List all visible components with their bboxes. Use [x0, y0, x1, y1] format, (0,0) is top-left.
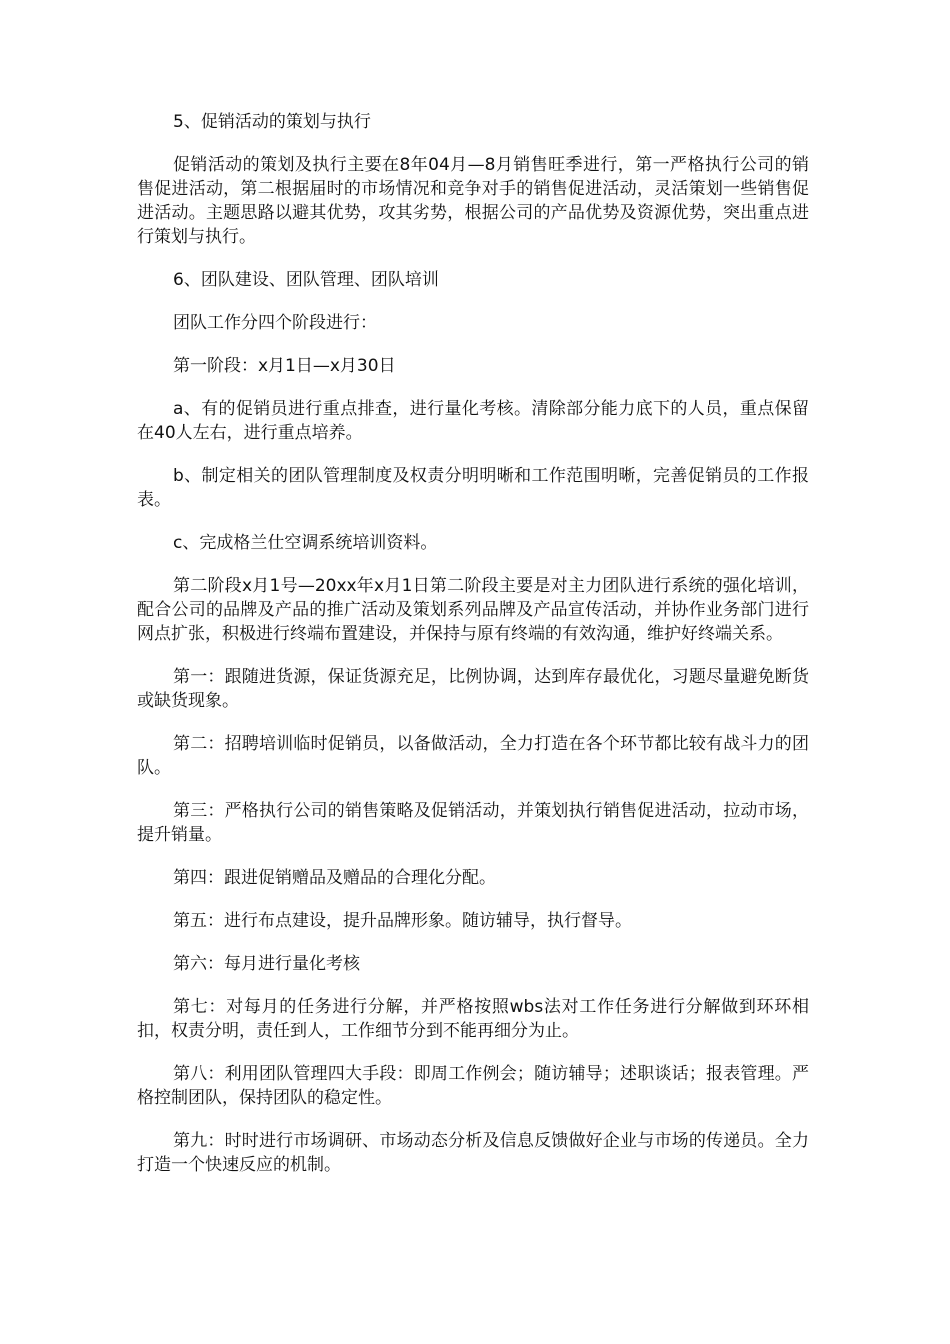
- section-heading-promotion: 5、促销活动的策划与执行: [173, 112, 371, 132]
- list-item-seventh: 第七：对每月的任务进行分解，并严格按照wbs法对工作任务进行分解做到环环相扣，权责分明，责任到人，工作细节分到不能再细分为止。: [137, 997, 809, 1041]
- list-item-eighth: 第八：利用团队管理四大手段：即周工作例会；随访辅导；述职谈话；报表管理。严格控制团队，保持团队的稳定性。: [137, 1064, 809, 1108]
- paragraph-team-stages-intro: 团队工作分四个阶段进行：: [173, 313, 377, 333]
- stage-one-item-b: b、制定相关的团队管理制度及权责分明明晰和工作范围明晰，完善促销员的工作报表。: [137, 466, 809, 510]
- list-item-fourth: 第四：跟进促销赠品及赠品的合理化分配。: [173, 868, 496, 888]
- section-heading-team: 6、团队建设、团队管理、团队培训: [173, 270, 439, 290]
- list-item-fifth: 第五：进行布点建设，提升品牌形象。随访辅导，执行督导。: [173, 911, 632, 931]
- stage-one-item-a: a、有的促销员进行重点排查，进行量化考核。清除部分能力底下的人员，重点保留在40人左右，进行重点培养。: [137, 399, 809, 443]
- stage-one-heading: 第一阶段：x月1日—x月30日: [173, 356, 396, 376]
- list-item-first: 第一：跟随进货源，保证货源充足，比例协调，达到库存最优化，习题尽量避免断货或缺货现象。: [137, 667, 809, 711]
- document-page: [137, 110, 809, 1196]
- list-item-second: 第二：招聘培训临时促销员，以备做活动，全力打造在各个环节都比较有战斗力的团队。: [137, 734, 809, 778]
- paragraph-promotion-planning: 促销活动的策划及执行主要在8年04月—8月销售旺季进行，第一严格执行公司的销售促进活动，第二根据届时的市场情况和竞争对手的销售促进活动，灵活策划一些销售促进活动。主题思路以避其优势，攻其劣势，根据公司的产品优势及资源优势，突出重点进行策划与执行。: [137, 155, 809, 247]
- list-item-third: 第三：严格执行公司的销售策略及促销活动，并策划执行销售促进活动，拉动市场，提升销量。: [137, 801, 809, 845]
- stage-two-paragraph: 第二阶段x月1号—20xx年x月1日第二阶段主要是对主力团队进行系统的强化培训，配合公司的品牌及产品的推广活动及策划系列品牌及产品宣传活动，并协作业务部门进行网点扩张，积极进行终端布置建设，并保持与原有终端的有效沟通，维护好终端关系。: [137, 576, 809, 644]
- list-item-ninth: 第九：时时进行市场调研、市场动态分析及信息反馈做好企业与市场的传递员。全力打造一个快速反应的机制。: [137, 1131, 809, 1175]
- stage-one-item-c: c、完成格兰仕空调系统培训资料。: [173, 533, 438, 553]
- list-item-sixth: 第六：每月进行量化考核: [173, 954, 360, 974]
